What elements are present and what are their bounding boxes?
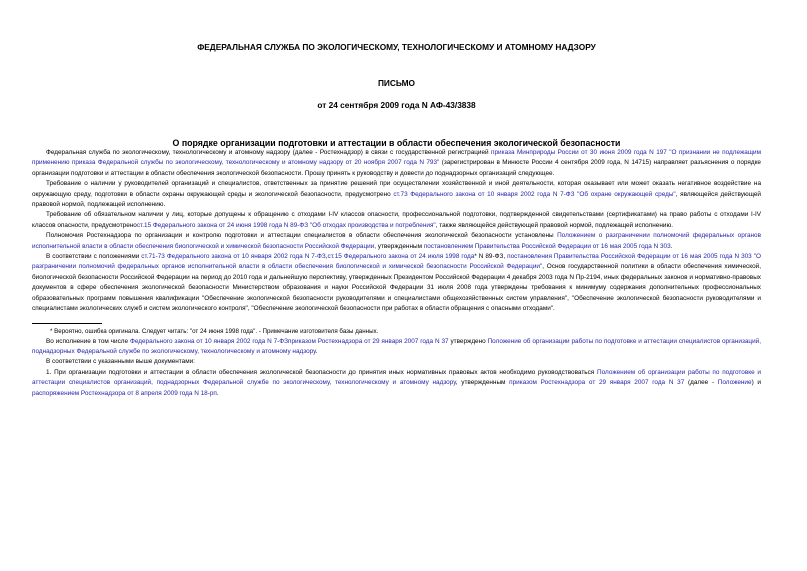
text: .	[216, 389, 219, 397]
paragraph-7: В соответствии с указанными выше документами:	[46, 358, 195, 366]
text: , являющейся действующей правовой нормой, подлежащей исполнению.	[32, 190, 762, 209]
paragraph-8	[32, 368, 761, 399]
text: Федеральная служба по экологическому, технологическому и атомному надзору (далее - Ростехнадзор) в связи с государственной регистрацией	[46, 149, 492, 156]
agency-title: ФЕДЕРАЛЬНАЯ СЛУЖБА ПО ЭКОЛОГИЧЕСКОМУ, ТЕХНОЛОГИЧЕСКОМУ И АТОМНОМУ НАДЗОРУ	[197, 42, 596, 52]
link-regulation-delimitation[interactable]: Положением о разграничении полномочий федеральных органов исполнительной власти в области обеспечения биологической и химической безопасности Российской Федерации	[32, 232, 762, 250]
link-resolution-303[interactable]: постановления Правительства Российской Федерации от 16 мая 2005 года N 303 "О разграничении полномочий федеральных органов исполнительной власти в области обеспечения биологической и химической безопасности Российской Федерации"	[32, 253, 761, 271]
text: ) и	[751, 379, 761, 387]
link-law-89fz-art15[interactable]: ст.15 Федерального закона от 24 июля 1998 года	[327, 253, 475, 261]
text: (далее -	[684, 379, 718, 387]
text: В соответствии с положениями	[46, 253, 142, 261]
document-date: от 24 сентября 2009 года N АФ-43/3838	[317, 100, 476, 110]
link-regulation-training[interactable]: Положением об организации работы по подготовке и аттестации специалистов организаций, поднадзорных Федеральной службе по экологическому, технологическому и атомному надзору	[32, 368, 761, 387]
link-regulation[interactable]: Положение	[717, 379, 752, 387]
link-law-7fz[interactable]: Федерального закона от 10 января 2002 года N 7-ФЗ	[129, 337, 289, 345]
text: утверждено	[448, 337, 488, 345]
link-order-minprirody-197[interactable]: приказа Минприроды России от 30 июня 2009 года N 197 "О признании не подлежащим применению приказа Федеральной службы по экологическому, технологическому и атомному надзору от 20 ноября 2007 года N 793"	[32, 149, 761, 167]
text: Требование о наличии у руководителей организаций и специалистов, ответственных за принятие решений при осуществлении хозяйственной и иной деятельности, которая оказывает или может оказать негативное воздействие на окружающую среду, подготовки в области охраны окружающей среды и экологической безопасности, предусмотрено	[32, 180, 761, 198]
link-order-37[interactable]: приказом Ростехнадзора от 29 января 2007 года N 37	[509, 379, 685, 387]
link-law-89fz-art15[interactable]: ст.15 Федерального закона от 24 июня 1998 года N 89-ФЗ "Об отходах производства и потребления"	[136, 221, 436, 229]
link-directive-18rp[interactable]: распоряжением Ростехнадзора от 8 апреля 2009 года N 18-рп	[32, 389, 217, 397]
text: , Основ государственной политики в области обеспечения химической, биологической безопасности Российской Федерации на период до 2010 года и дальнейшую перспективу, утвержденных Президентом Российской Федерации 4 декабря 2003 года N Пр-2194, иных федеральных законов и нормативно-правовых документов в сфере обеспечения экологической безопасности Министерством образования и науки Российской Федерации 31 июля 2008 года утверждены требования к минимуму содержания дополнительных профессиональных образовательных программ повышения квалификации "Обеспечение экологической безопасности руководителями и специалистами общехозяйственных систем управления", "Обеспечение экологической безопасности руководителями и специалистами экологических служб и систем экологического контроля", "Обеспечение экологической безопасности при работах в области обращения с опасными отходами".	[32, 263, 762, 313]
document-subject: О порядке организации подготовки и аттестации в области обеспечения экологической безопасности	[172, 138, 621, 148]
text: , также являющейся действующей правовой нормой, подлежащей исполнению.	[435, 221, 674, 229]
paragraph-4	[32, 231, 761, 252]
text: .	[315, 347, 318, 355]
footnote-divider	[32, 323, 102, 324]
text: Полномочия Ростехнадзора по организации и контролю подготовки и аттестации специалистов в области обеспечения экологической безопасности установлены	[46, 232, 558, 240]
text: .	[670, 242, 673, 250]
text: , утвержденным	[374, 242, 424, 250]
paragraph-6	[32, 337, 761, 358]
paragraph-5	[32, 252, 761, 314]
link-regulation-training[interactable]: Положение об организации работы по подготовке и аттестации специалистов организаций, поднадзорных Федеральной службе по экологическому, технологическому и атомному надзору	[32, 337, 762, 355]
link-law-7fz-art73[interactable]: ст.73 Федерального закона от 10 января 2002 года N 7-ФЗ "Об охране окружающей среды"	[393, 190, 676, 198]
paragraph-3	[32, 210, 761, 231]
footnote: * Вероятно, ошибка оригинала. Следует читать: "от 24 июня 1998 года". - Примечание изготовителя базы данных.	[50, 327, 379, 335]
text: Во исполнение в том числе	[46, 337, 130, 345]
text: 1. При организации подготовки и аттестации в области обеспечения экологической безопасности до принятия иных нормативных правовых актов необходимо руководствоваться	[46, 368, 598, 376]
text: * N 89-ФЗ,	[474, 253, 508, 261]
link-order-37[interactable]: приказом Ростехнадзора от 29 января 2007 года N 37	[288, 337, 449, 345]
paragraph-1	[32, 148, 761, 179]
text: Требование об обязательном наличии у лиц, которые допущены к обращению с отходами I-IV классов опасности, профессиональной подготовки, подтвержденной свидетельствами (сертификатами) на право работы с отходами I-IV классов опасности, предусмотрено	[32, 211, 761, 229]
text: ,	[325, 253, 328, 261]
text: , утвержденным	[455, 379, 510, 387]
text: (зарегистрирован в Минюсте России 4 сентября 2009 года, N 14715) направляет разъяснения о порядке организации подготовки и аттестации в области обеспечения экологической безопасности. Прошу принять к руководству и довести до поднадзорных организаций следующее.	[32, 159, 761, 177]
document-type: ПИСЬМО	[377, 78, 416, 88]
link-resolution-303[interactable]: постановлением Правительства Российской Федерации от 16 мая 2005 года N 303	[423, 242, 671, 250]
paragraph-2	[32, 179, 761, 210]
link-law-7fz-art71-73[interactable]: ст.71-73 Федерального закона от 10 января 2002 года N 7-ФЗ	[141, 253, 326, 261]
